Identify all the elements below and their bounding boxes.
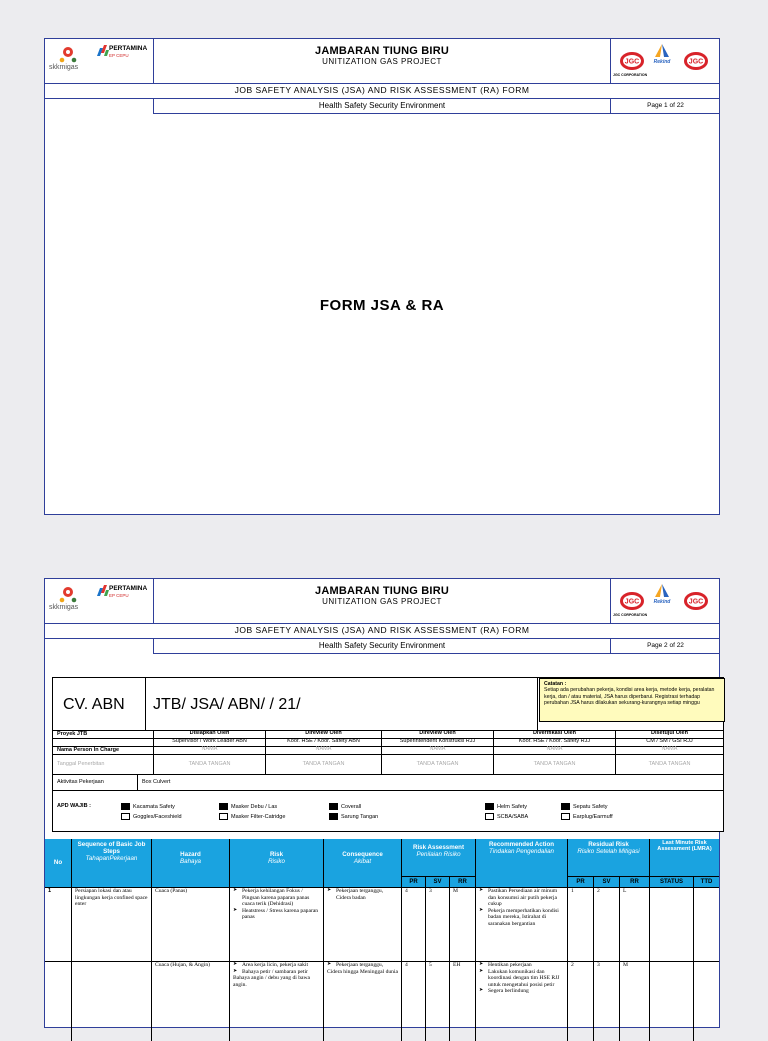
- sub-ttd: TTD: [693, 876, 719, 887]
- rekind-logo-icon: [651, 583, 673, 607]
- col-hazard: Hazard Bahaya: [151, 839, 229, 887]
- signoff-title: Supervisor / Work Leader ABN: [153, 738, 265, 746]
- contractor-logos: [610, 579, 719, 623]
- signoff-role: Disiapkan Oleh: [153, 730, 265, 738]
- apd-checkbox[interactable]: Coverall: [329, 803, 361, 810]
- project-subtitle: UNITIZATION GAS PROJECT: [322, 597, 442, 606]
- page-header: [45, 579, 719, 624]
- row-status[interactable]: [649, 961, 693, 1041]
- signoff-title: Superintendent Konstruksi RJJ: [381, 738, 493, 746]
- row-rr: EH: [449, 961, 475, 1041]
- cover-title: FORM JSA & RA: [319, 297, 445, 314]
- row-residual-rr: M: [619, 961, 649, 1041]
- row-consequence: ➤ Pekerjaan terganggu, Cidera hingga Meninggal dunia: [323, 961, 401, 1041]
- aktivitas-row: [53, 774, 723, 791]
- sub-status: STATUS: [649, 876, 693, 887]
- apd-checkbox[interactable]: Masker Filter-Catridge: [219, 813, 285, 820]
- department-bar: [153, 99, 719, 114]
- col-recommended-action: Recommended Action Tindakan Pengendalian: [475, 839, 567, 887]
- tanggal-label: Tanggal Penerbitan: [57, 761, 105, 767]
- signoff-name: NAMA: [381, 746, 493, 754]
- row-hazard: Cuaca (Panas): [151, 887, 229, 961]
- sub-sv: SV: [425, 876, 449, 887]
- pertamina-logo-icon: [95, 584, 109, 596]
- apd-checkbox[interactable]: Masker Debu / Las: [219, 803, 277, 810]
- svg-text:Rekind: Rekind: [653, 59, 671, 65]
- skkmigas-name: skkmigas: [49, 604, 79, 611]
- form-title: JOB SAFETY ANALYSIS (JSA) AND RISK ASSESSMENT (RA) FORM: [45, 83, 719, 99]
- svg-text:JGC: JGC: [688, 598, 704, 606]
- pertamina-logo-icon: [95, 44, 109, 56]
- svg-text:Rekind: Rekind: [653, 599, 671, 605]
- jgc-logo-2-icon: [683, 51, 709, 71]
- svg-text:JGC: JGC: [624, 58, 640, 66]
- page-header: [45, 39, 719, 84]
- row-number: [45, 961, 71, 1041]
- pic-label: Nama Person In Charge: [57, 747, 120, 753]
- department-label: Health Safety Security Environment: [154, 639, 611, 653]
- row-status[interactable]: [649, 887, 693, 961]
- jgc-logo-2-icon: [683, 591, 709, 611]
- pertamina-sub: EP CEPU: [109, 53, 129, 58]
- catatan-note: [539, 678, 725, 722]
- signoff-role: Diverifikasi Oleh: [493, 730, 615, 738]
- signoff-role: Direview Oleh: [381, 730, 493, 738]
- row-residual-sv: 3: [593, 961, 619, 1041]
- skkmigas-logo-icon: [57, 45, 79, 65]
- signoff-role: Direview Oleh: [265, 730, 381, 738]
- col-sequence: Sequence of Basic Job Steps TahapanPekerjaan: [71, 839, 151, 887]
- signature-field[interactable]: TANDA TANGAN: [153, 754, 265, 774]
- jgc-corp-name: JGC CORPORATION: [613, 73, 648, 77]
- catatan-text: Setiap ada perubahan pekerja, kondisi area kerja, metode kerja, peralatan kerja, dan / atau material, JSA harus diperbarui. Registrasi terhadap perubahan JSA harus dilakukan sekurang-kurangnya setiap minggu: [544, 687, 715, 707]
- project-block: [153, 585, 611, 606]
- signature-field[interactable]: TANDA TANGAN: [381, 754, 493, 774]
- apd-section: [53, 801, 723, 831]
- aktivitas-value: Box Culvert: [137, 774, 723, 790]
- col-no: No: [53, 859, 63, 866]
- form-cover-page: [44, 38, 720, 515]
- sub-pr: PR: [567, 876, 593, 887]
- row-step: Persiapan lokasi dan atau lingkungan kerja confined space enter: [71, 887, 151, 961]
- row-action: ➤ Hentikan pekerjaan ➤ Lakukan komunikasi dan koordinasi dengan tim HSE RJJ untuk mengetahui posisi petir ➤ Segera berlindung: [475, 961, 567, 1041]
- document-number: JTB/ JSA/ ABN/ / 21/: [153, 696, 301, 713]
- row-residual-sv: 2: [593, 887, 619, 961]
- contractor-logos: [610, 39, 719, 83]
- signature-field[interactable]: TANDA TANGAN: [265, 754, 381, 774]
- apd-checkbox[interactable]: Sarung Tangan: [329, 813, 378, 820]
- row-consequence: ➤ Pekerjaan terganggu, Cidera badan: [323, 887, 401, 961]
- signoff-name: NAMA: [153, 746, 265, 754]
- apd-checkbox[interactable]: Earplug/Earmuff: [561, 813, 613, 820]
- row-sv: 3: [425, 887, 449, 961]
- page-number: Page 2 of 22: [647, 642, 684, 649]
- signoff-title: Koor. HSE / Koor. Safety ABN: [265, 738, 381, 746]
- pertamina-name: PERTAMINA: [109, 45, 148, 52]
- apd-checkbox[interactable]: Kacamata Safety: [121, 803, 175, 810]
- svg-text:JGC: JGC: [688, 58, 704, 66]
- sub-sv: SV: [593, 876, 619, 887]
- apd-checkbox[interactable]: Goggles/Faceshield: [121, 813, 182, 820]
- sub-pr: PR: [401, 876, 425, 887]
- col-consequence: Consequence Akibat: [323, 839, 401, 887]
- row-risk: ➤ Pekerja kehilangan Fokus / Pingsan karena paparan panas cuaca terik (Dehidrasi) ➤ Heatstress / Stress karena paparan panas: [229, 887, 323, 961]
- signoff-title: Koor. HSE / Koor. Safety RJJ: [493, 738, 615, 746]
- signature-field[interactable]: TANDA TANGAN: [493, 754, 615, 774]
- signoff-title: CM / SM / GSI RJJ: [615, 738, 723, 746]
- rekind-logo-icon: [651, 43, 673, 67]
- row-ttd[interactable]: [693, 961, 719, 1041]
- apd-checkbox[interactable]: SCBA/SABA: [485, 813, 528, 820]
- sub-rr: RR: [449, 876, 475, 887]
- col-risk-assessment: Risk Assessment Penilaian Risiko: [401, 839, 475, 887]
- jgc-logo-icon: [619, 51, 645, 71]
- jsa-table-header: [45, 839, 719, 888]
- project-title: JAMBARAN TIUNG BIRU: [315, 585, 449, 597]
- jgc-logo-icon: [619, 591, 645, 611]
- svg-text:JGC: JGC: [624, 598, 640, 606]
- row-pr: 4: [401, 887, 425, 961]
- table-row: [45, 961, 719, 1041]
- row-residual-rr: L: [619, 887, 649, 961]
- project-subtitle: UNITIZATION GAS PROJECT: [322, 57, 442, 66]
- col-residual-risk: Residual Risk Risiko Setelah Mitigasi: [567, 839, 649, 887]
- signoff-name: NAMA: [493, 746, 615, 754]
- pertamina-sub: EP CEPU: [109, 593, 129, 598]
- proyek-label: Proyek JTB: [57, 731, 88, 737]
- row-residual-pr: 1: [567, 887, 593, 961]
- department-bar: [153, 639, 719, 654]
- aktivitas-label: Aktivitas Pekerjaan: [57, 779, 104, 785]
- apd-checkbox[interactable]: Sepatu Safety: [561, 803, 608, 810]
- form-title: JOB SAFETY ANALYSIS (JSA) AND RISK ASSESSMENT (RA) FORM: [45, 623, 719, 639]
- row-pr: 4: [401, 961, 425, 1041]
- apd-checkbox[interactable]: Helm Safety: [485, 803, 527, 810]
- jgc-corp-name: JGC CORPORATION: [613, 613, 648, 617]
- col-lmra: Last Minute Risk Assessment (LMRA): [649, 839, 719, 887]
- signature-field[interactable]: TANDA TANGAN: [615, 754, 723, 774]
- row-risk: ➤ Area kerja licin, pekerja sakit ➤ Bahaya petir / sambaran petir Bahaya angin / debu yang di bawa angin.: [229, 961, 323, 1041]
- form-detail-page: [44, 578, 720, 1028]
- skkmigas-name: skkmigas: [49, 64, 79, 71]
- signoff-signature-row: [53, 754, 723, 775]
- row-rr: M: [449, 887, 475, 961]
- signoff-role: Disetujui Oleh: [615, 730, 723, 738]
- row-residual-pr: 2: [567, 961, 593, 1041]
- project-title: JAMBARAN TIUNG BIRU: [315, 45, 449, 57]
- skkmigas-logo-icon: [57, 585, 79, 605]
- jsa-info-box: [52, 677, 724, 832]
- client-logos: [45, 39, 154, 83]
- row-number: 1: [48, 888, 52, 894]
- row-sv: 5: [425, 961, 449, 1041]
- pertamina-name: PERTAMINA: [109, 585, 148, 592]
- signoff-name: NAMA: [265, 746, 381, 754]
- project-block: [153, 45, 611, 66]
- apd-label: APD WAJIB :: [57, 803, 91, 809]
- table-row: [45, 887, 719, 962]
- page-number: Page 1 of 22: [647, 102, 684, 109]
- signoff-name: NAMA: [615, 746, 723, 754]
- catatan-title: Catatan :: [544, 681, 567, 687]
- row-hazard: Cuaca (Hujan, & Angin): [151, 961, 229, 1041]
- client-logos: [45, 579, 154, 623]
- department-label: Health Safety Security Environment: [154, 99, 611, 113]
- row-step: [71, 961, 151, 1041]
- contractor-name: CV. ABN: [63, 696, 125, 713]
- row-ttd[interactable]: [693, 887, 719, 961]
- row-action: ➤ Pastikan Persediaan air minum dan konsumsi air putih pekerja cukup ➤ Pekerja memperhatikan kondisi badan mereka, Istirahat di saranakan bergantian: [475, 887, 567, 961]
- col-risk: Risk Risiko: [229, 839, 323, 887]
- sub-rr: RR: [619, 876, 649, 887]
